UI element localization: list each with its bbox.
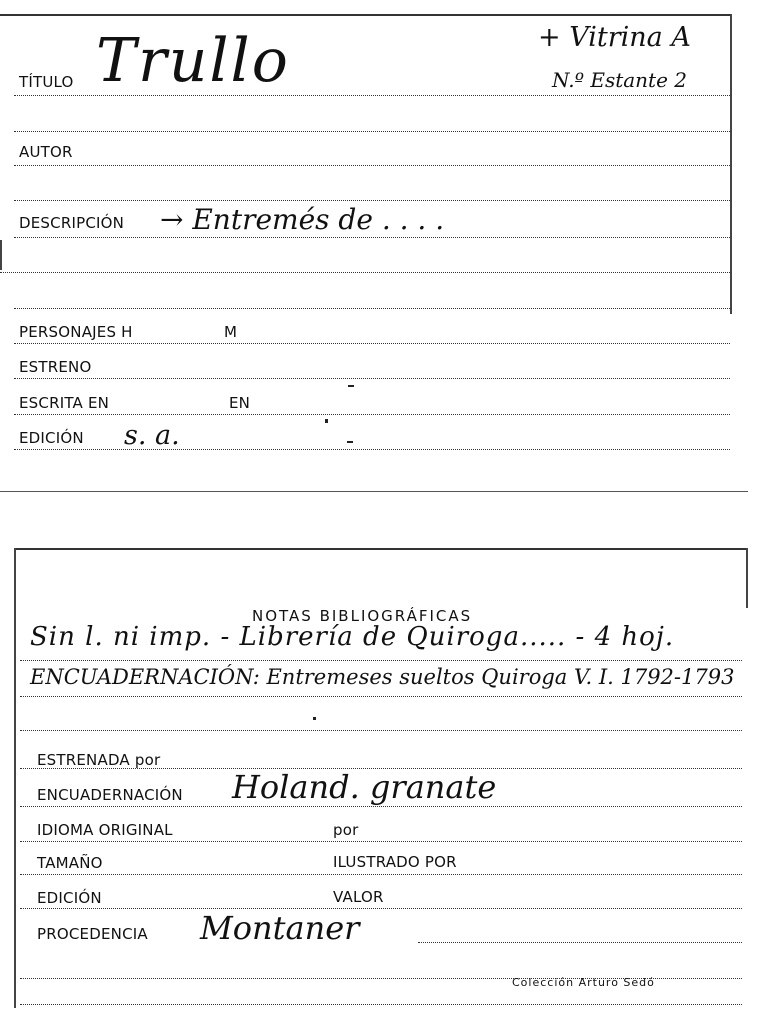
bottom-card-left-edge (14, 548, 16, 1008)
notes-rule-1 (20, 660, 742, 661)
encuadernacion-value: Holand. granate (232, 768, 497, 806)
personajes-h-label: PERSONAJES H (19, 323, 133, 341)
encuadernacion-rule (20, 806, 742, 807)
escrita-en-rule (14, 414, 730, 415)
estreno-label: ESTRENO (19, 358, 92, 376)
encuadernacion-label: ENCUADERNACIÓN (37, 786, 183, 804)
valor-label: VALOR (333, 888, 384, 906)
footer-rule (20, 1004, 742, 1005)
tamano-label: TAMAÑO (37, 854, 103, 872)
autor-rule-2 (14, 200, 730, 201)
procedencia-value: Montaner (200, 909, 360, 947)
top-card-left-edge (0, 240, 2, 270)
por-label: por (333, 821, 359, 839)
edicion-rule (14, 449, 730, 450)
autor-label: AUTOR (19, 143, 73, 161)
bottom-card-top-edge (14, 548, 747, 550)
bottom-edicion-label: EDICIÓN (37, 889, 102, 907)
notas-bibliograficas-heading: NOTAS BIBLIOGRÁFICAS (252, 607, 473, 625)
idioma-original-label: IDIOMA ORIGINAL (37, 821, 173, 839)
top-card-right-edge (730, 14, 732, 314)
titulo-rule-2 (14, 131, 730, 132)
notes-rule-3 (20, 730, 742, 731)
descripcion-rule-2 (0, 272, 730, 273)
notes-line-1: Sin l. ni imp. - Librería de Quiroga..... - 4 hoj. (30, 622, 675, 652)
scan-speck (313, 717, 316, 720)
scan-speck (325, 419, 328, 423)
titulo-rule (14, 95, 730, 96)
ilustrado-por-label: ILUSTRADO POR (333, 853, 457, 871)
top-card-top-edge (0, 14, 730, 16)
personajes-rule (14, 343, 730, 344)
titulo-label: TÍTULO (19, 73, 74, 91)
collection-footer: Colección Arturo Sedó (512, 976, 655, 989)
scan-speck (348, 385, 354, 387)
autor-rule (14, 165, 730, 166)
notes-rule-2 (20, 696, 742, 697)
descripcion-rule (14, 237, 730, 238)
tamano-rule (20, 874, 742, 875)
procedencia-rule (418, 942, 742, 943)
descripcion-label: DESCRIPCIÓN (19, 214, 125, 232)
edicion-value: s. a. (124, 420, 180, 451)
bottom-card-right-edge (746, 548, 748, 608)
escrita-en-label: ESCRITA EN (19, 394, 110, 412)
edicion-label: EDICIÓN (19, 429, 84, 447)
location-shelf-note: + Vitrina A (538, 22, 691, 53)
top-card-bottom-edge (0, 491, 748, 492)
en-label: EN (229, 394, 251, 412)
descripcion-rule-3 (14, 308, 730, 309)
idioma-rule (20, 841, 742, 842)
titulo-value: Trullo (96, 26, 290, 96)
scan-speck (347, 441, 353, 443)
estreno-rule (14, 378, 730, 379)
personajes-m-label: M (224, 323, 238, 341)
procedencia-label: PROCEDENCIA (37, 925, 148, 943)
location-shelf-number: N.º Estante 2 (552, 68, 687, 92)
descripcion-value: → Entremés de . . . . (160, 203, 445, 236)
edicion-valor-rule (20, 908, 742, 909)
estrenada-por-label: ESTRENADA por (37, 751, 161, 769)
notes-line-2: ENCUADERNACIÓN: Entremeses sueltos Quiroga V. I. 1792-1793 (30, 665, 735, 689)
